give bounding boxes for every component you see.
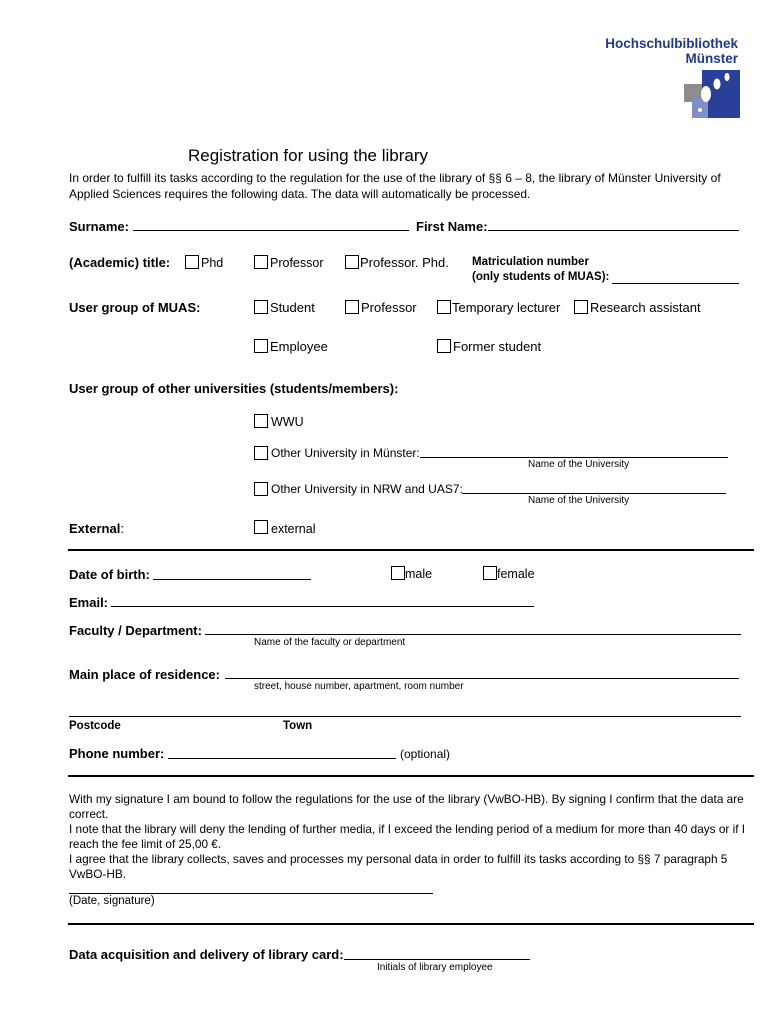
data-acquisition-label: Data acquisition and delivery of library card:: [69, 947, 344, 962]
student-checkbox[interactable]: [254, 300, 268, 314]
statement-paragraph-2: I note that the library will deny the lending of further media, if I exceed the lending period of a medium for more than 40 days or if I reach the fee limit of 25,00 €.: [69, 822, 746, 851]
town-label: Town: [283, 720, 313, 732]
external-label-colon: :: [120, 521, 124, 536]
professor-phd-checkbox[interactable]: [345, 255, 359, 269]
employee-initials-field[interactable]: [344, 959, 530, 960]
matriculation-field[interactable]: [612, 283, 739, 284]
statement-paragraph-3: I agree that the library collects, saves and processes my personal data in order to fulfill its tasks according to §§ 7 paragraph 5 VwBO-HB.: [69, 852, 728, 881]
external-option-label: external: [271, 522, 316, 536]
research-assistant-label: Research assistant: [590, 300, 701, 315]
library-name-line1: Hochschulbibliothek: [605, 36, 738, 51]
user-group-other-label: User group of other universities (students/members):: [69, 381, 399, 396]
former-student-checkbox[interactable]: [437, 339, 451, 353]
other-muenster-hint: Name of the University: [528, 459, 630, 470]
dob-field[interactable]: [153, 579, 311, 580]
former-student-label: Former student: [453, 339, 542, 354]
other-muenster-field[interactable]: [420, 457, 728, 458]
user-group-muas-label: User group of MUAS:: [69, 300, 201, 315]
wwu-label: WWU: [271, 415, 304, 429]
professor-title-label: Professor: [270, 256, 324, 270]
other-muenster-label: Other University in Münster:: [271, 446, 420, 460]
temporary-lecturer-checkbox[interactable]: [437, 300, 451, 314]
phd-checkbox[interactable]: [185, 255, 199, 269]
other-nrw-label: Other University in NRW and UAS7:: [271, 482, 463, 496]
first-name-field[interactable]: [488, 230, 739, 231]
signature-field[interactable]: [69, 893, 433, 894]
phone-label: Phone number:: [69, 746, 165, 761]
intro-text: In order to fulfill its tasks according to the regulation for the use of the library of §§ 6 – 8, the library of Münster University of Applied Sciences requires the following data. The data will automatically be processed.: [69, 171, 721, 201]
residence-label: Main place of residence:: [69, 667, 220, 682]
research-assistant-checkbox[interactable]: [574, 300, 588, 314]
wwu-checkbox[interactable]: [254, 414, 268, 428]
male-label: male: [405, 567, 433, 581]
matriculation-hint: (only students of MUAS):: [472, 271, 610, 283]
library-name-line2: Münster: [685, 51, 738, 66]
female-checkbox[interactable]: [483, 566, 497, 580]
library-logo-icon: [684, 70, 740, 118]
academic-title-label: (Academic) title:: [69, 255, 171, 270]
faculty-label: Faculty / Department:: [69, 623, 202, 638]
postcode-town-field[interactable]: [69, 716, 741, 717]
form-title: Registration for using the library: [188, 146, 429, 165]
surname-label: Surname:: [69, 219, 129, 234]
residence-hint: street, house number, apartment, room number: [254, 681, 464, 692]
external-checkbox[interactable]: [254, 520, 268, 534]
matriculation-label: Matriculation number: [472, 256, 589, 268]
phone-optional-label: (optional): [400, 747, 451, 761]
phd-label: Phd: [201, 256, 224, 270]
section-divider: [68, 549, 754, 551]
student-label: Student: [270, 300, 315, 315]
first-name-label: First Name:: [416, 219, 488, 234]
statement-paragraph-1: With my signature I am bound to follow the regulations for the use of the library (VwBO-HB). By signing I confirm that the data are correct.: [69, 792, 744, 821]
professor-title-checkbox[interactable]: [254, 255, 268, 269]
employee-checkbox[interactable]: [254, 339, 268, 353]
signature-label: (Date, signature): [69, 895, 155, 907]
statement-divider: [68, 775, 754, 777]
email-label: Email:: [69, 595, 109, 610]
other-nrw-hint: Name of the University: [528, 495, 630, 506]
signature-divider: [68, 923, 754, 925]
external-label: [69, 521, 124, 536]
temporary-lecturer-label: Temporary lecturer: [452, 300, 561, 315]
postcode-label: Postcode: [69, 720, 121, 732]
dob-label: Date of birth:: [69, 567, 150, 582]
faculty-hint: Name of the faculty or department: [254, 637, 406, 648]
phone-field[interactable]: [168, 758, 396, 759]
other-nrw-field[interactable]: [462, 493, 726, 494]
faculty-field[interactable]: [205, 634, 741, 635]
male-checkbox[interactable]: [391, 566, 405, 580]
surname-field[interactable]: [133, 230, 409, 231]
email-field[interactable]: [111, 606, 534, 607]
statement-block: [69, 792, 749, 882]
library-name: [605, 36, 738, 66]
professor-phd-label: Professor. Phd.: [360, 255, 449, 270]
external-label-text: External: [69, 521, 121, 536]
professor-group-label: Professor: [361, 300, 417, 315]
female-label: female: [497, 567, 535, 581]
residence-field[interactable]: [225, 678, 739, 679]
professor-group-checkbox[interactable]: [345, 300, 359, 314]
other-muenster-checkbox[interactable]: [254, 446, 268, 460]
employee-initials-hint: Initials of library employee: [377, 962, 493, 973]
employee-label: Employee: [270, 339, 328, 354]
other-nrw-checkbox[interactable]: [254, 482, 268, 496]
